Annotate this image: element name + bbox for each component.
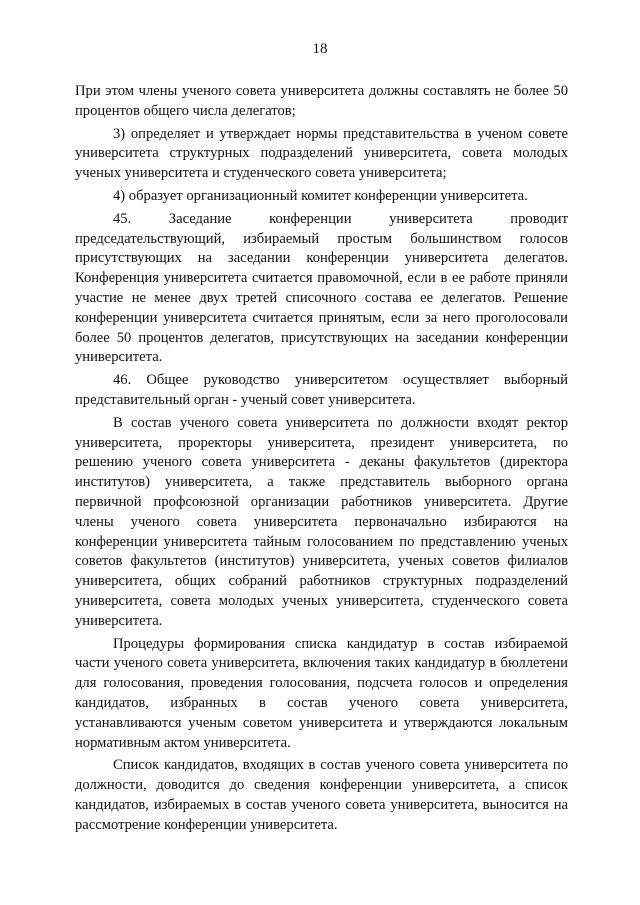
paragraph-item-4: 4) образует организационный комитет конференции университета. [113, 187, 528, 204]
paragraph-council-composition: В состав ученого совета университета по должности входят ректор университета, проректоры университета, президент университета, по решению ученого совета университета - деканы факультетов (директора институтов) университета, а также представитель выборного органа первичной профсоюзной организации работников университета. Другие члены ученого совета университета первоначально избираются на конференции университета тайным голосованием по представлению ученых советов факультетов (институтов) университета, ученых советов филиалов университета, общих собраний работников структурных подразделений университета, совета молодых ученых университета, студенческого совета университета. [75, 414, 568, 629]
page-number: 18 [312, 41, 328, 57]
document-body [75, 82, 568, 838]
paragraph-clause-46: 46. Общее руководство университетом осуществляет выборный представительный орган - ученый совет университета. [75, 372, 568, 408]
paragraph-candidate-list: Список кандидатов, входящих в состав ученого совета университета по должности, доводится до сведения конференции университета, а список кандидатов, избираемых в состав ученого совета университета, выносится на рассмотрение конференции университета. [75, 757, 568, 833]
paragraph-clause-45: 45. Заседание конференции университета проводит председательствующий, избираемый простым большинством голосов присутствующих на заседании конференции университета делегатов. Конференция университета считается правомочной, если в ее работе приняли участие не менее двух третей списочного состава ее делегатов. Решение конференции университета считается принятым, если за него проголосовали более 50 процентов делегатов, присутствующих на заседании конференции университета. [75, 210, 568, 366]
paragraph-delegates-limit: При этом члены ученого совета университета должны составлять не более 50 процентов общего числа делегатов; [75, 83, 568, 119]
paragraph-candidate-procedures: Процедуры формирования списка кандидатур в состав избираемой части ученого совета университета, включения таких кандидатур в бюллетени для голосования, проведения голосования, подсчета голосов и определения кандидатов, избранных в состав ученого совета университета, устанавливаются ученым советом университета и утверждаются локальным нормативным актом университета. [75, 635, 568, 751]
paragraph-item-3: 3) определяет и утверждает нормы представительства в ученом совете университета структурных подразделений университета, совета молодых ученых университета и студенческого совета университета; [75, 125, 568, 182]
